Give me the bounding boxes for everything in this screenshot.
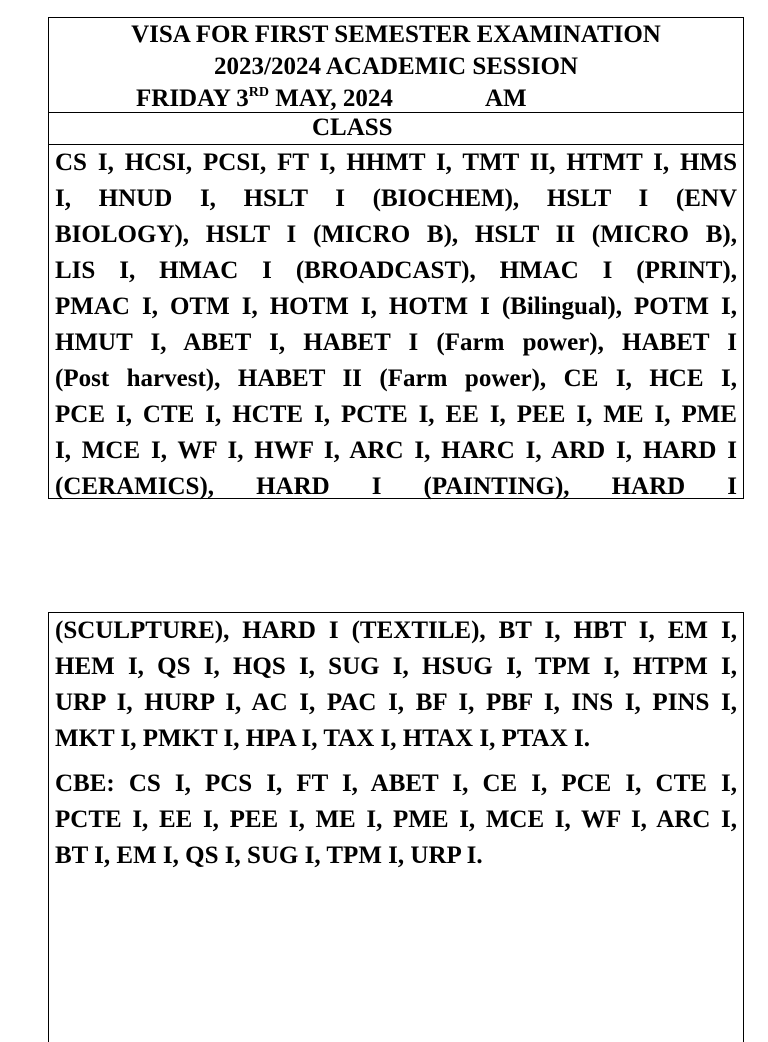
cbe-list-line: PCTE I, EE I, PEE I, ME I, PME I, MCE I, WF I, ARC I, <box>55 806 737 833</box>
cbe-list-line: BT I, EM I, QS I, SUG I, TPM I, URP I. <box>55 842 483 869</box>
class-list-line: HMUT I, ABET I, HABET I (Farm power), HABET I <box>55 329 737 356</box>
class-list-line: CS I, HCSI, PCSI, FT I, HHMT I, TMT II, HTMT I, HMS <box>55 149 737 176</box>
class-list-line: HEM I, QS I, HQS I, SUG I, HSUG I, TPM I, HTPM I, <box>55 653 737 680</box>
date-ordinal-suffix: RD <box>248 85 269 100</box>
cbe-list-line: CBE: CS I, PCS I, FT I, ABET I, CE I, PCE I, CTE I, <box>55 770 737 797</box>
class-list-line: PMAC I, OTM I, HOTM I, HOTM I (Bilingual), POTM I, <box>55 293 737 320</box>
class-list-line: PCE I, CTE I, HCTE I, PCTE I, EE I, PEE I, ME I, PME <box>55 401 737 428</box>
class-list-line: (Post harvest), HABET II (Farm power), CE I, HCE I, <box>55 365 737 392</box>
class-list-line: LIS I, HMAC I (BROADCAST), HMAC I (PRINT), <box>55 257 737 284</box>
title-line-1: VISA FOR FIRST SEMESTER EXAMINATION <box>131 21 661 48</box>
class-list-line: I, MCE I, WF I, HWF I, ARC I, HARC I, ARD I, HARD I <box>55 437 737 464</box>
paragraph-gap <box>55 757 737 766</box>
class-heading: CLASS <box>312 114 393 141</box>
class-list-part-1 <box>49 145 743 505</box>
header-cell <box>49 18 743 113</box>
bottom-table <box>48 612 744 1042</box>
class-list-line: (SCULPTURE), HARD I (TEXTILE), BT I, HBT I, EM I, <box>55 617 737 644</box>
session-time: AM <box>485 85 527 112</box>
top-table <box>48 17 744 499</box>
class-list-line: I, HNUD I, HSLT I (BIOCHEM), HSLT I (ENV <box>55 185 737 212</box>
class-list-part-2 <box>49 613 743 874</box>
class-heading-cell <box>49 113 743 145</box>
title-line-2: 2023/2024 ACADEMIC SESSION <box>214 53 578 80</box>
date-day: FRIDAY 3 <box>136 85 249 112</box>
class-list-line: MKT I, PMKT I, HPA I, TAX I, HTAX I, PTAX I. <box>55 725 591 752</box>
class-list-line: (CERAMICS), HARD I (PAINTING), HARD I <box>55 473 737 500</box>
class-list-line: URP I, HURP I, AC I, PAC I, BF I, PBF I, INS I, PINS I, <box>55 689 737 716</box>
class-list-line: BIOLOGY), HSLT I (MICRO B), HSLT II (MICRO B), <box>55 221 737 248</box>
date-month-year: MAY, 2024 <box>268 85 393 112</box>
